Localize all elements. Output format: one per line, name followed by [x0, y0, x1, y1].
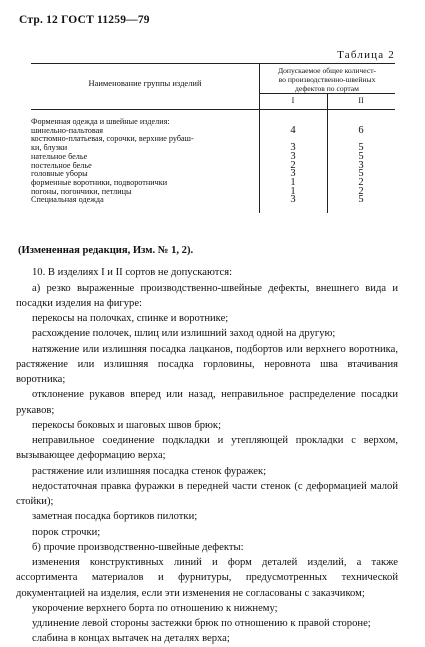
row-name: Форменная одежда и швейные изделия: — [31, 118, 170, 126]
table-row — [31, 196, 395, 205]
paragraph: 10. В изделиях I и II сортов не допускаются: — [32, 267, 233, 279]
column-header-group — [259, 66, 395, 93]
table-row — [31, 176, 395, 188]
table-row — [31, 185, 395, 197]
paragraph: б) прочие производственно-швейные дефекты: — [32, 541, 244, 553]
paragraph: слабина в концах вытачек на деталях верха; — [32, 633, 230, 645]
table-row — [31, 144, 395, 153]
row-sort-1: 1 — [290, 185, 296, 197]
table-top-rule — [31, 63, 395, 64]
row-sort-1: 2 — [290, 159, 296, 171]
table-row — [31, 170, 395, 179]
spacer — [16, 258, 398, 265]
paragraph: перекосы боковых и шаговых швов брюк; — [32, 419, 222, 431]
row-sort-2: 3 — [358, 159, 364, 171]
row-sort-1: 3 — [290, 168, 296, 180]
page-header: Стр. 12 ГОСТ 11259—79 — [19, 14, 150, 26]
paragraph: перекосы на полочках, спинке и воротнике; — [32, 313, 229, 324]
row-sort-1: 3 — [290, 194, 296, 206]
paragraph: растяжение или излишняя посадка стенок фуражек; — [32, 465, 267, 477]
row-name: ки, блузки — [31, 144, 68, 153]
table-row — [31, 135, 395, 144]
header-bottom-rule — [31, 109, 395, 110]
paragraph: порок строчки; — [32, 526, 101, 538]
row-name: костюмно-платьевая, сорочки, верхние рубаш- — [31, 135, 194, 144]
row-name: постельное белье — [31, 161, 92, 170]
row-sort-2: 5 — [358, 168, 364, 180]
document-body — [16, 243, 398, 647]
paragraph: расхождение полочек, шлиц или излишний заход одной на другую; — [32, 328, 336, 340]
paragraph: заметная посадка бортиков пилотки; — [32, 511, 198, 523]
table-row — [31, 118, 395, 127]
column-header-name: Наименование группы изделий — [88, 78, 202, 88]
paragraph: удлинение левой стороны застежки брюк по отношению к правой стороне; — [32, 618, 371, 629]
paragraph: неправильное соединение подкладки и утепляющей прокладки с верхом, вызывающее деформацию верха; — [16, 435, 398, 462]
row-sort-2: 6 — [358, 124, 364, 136]
table-row — [31, 124, 395, 136]
column-header-group-line: дефектов по сортам — [295, 84, 359, 93]
paragraph: натяжение или излишняя посадка лацканов, подбортов или верхнего воротника, растяжение или излишняя посадка горловины, неровнота шва втачивания воротника; — [16, 343, 398, 385]
row-sort-2: 5 — [358, 142, 364, 154]
column-header-sort-1: I — [291, 96, 295, 105]
table-title: Таблица 2 — [337, 49, 395, 61]
paragraph: отклонение рукавов вперед или назад, неправильное распределение посадки рукавов; — [16, 389, 398, 416]
table-row — [31, 159, 395, 171]
row-name: головные уборы — [31, 170, 88, 179]
paragraph: укорочение верхнего борта по отношению к нижнему; — [32, 602, 278, 614]
table-row — [31, 150, 395, 162]
row-sort-1: 4 — [290, 124, 296, 136]
row-sort-2: 5 — [358, 194, 364, 206]
row-sort-2: 2 — [358, 176, 364, 188]
paragraph: изменения конструктивных линий и форм деталей изделий, а также ассортимента материалов и фурнитуры, предусмотренных технической документацией на изделия, если эти изменения не согласованы с заказчиком; — [16, 557, 398, 599]
row-name: погоны, погончики, петлицы — [31, 187, 132, 196]
row-name: нательное белье — [31, 152, 88, 161]
paragraph: недостаточная правка фуражки в передней части стенок (с деформацией малой стойки); — [16, 480, 398, 507]
amendment-note: (Измененная редакция, Изм. № 1, 2). — [18, 245, 194, 256]
row-sort-1: 1 — [290, 176, 296, 188]
row-name: форменные воротники, подворотнички — [31, 178, 168, 187]
row-name: шинельно-пальтовая — [31, 126, 104, 135]
row-sort-2: 5 — [358, 150, 364, 162]
column-header-sort-2: II — [358, 96, 364, 105]
column-header-group-line: Допускаемое общее количест- — [277, 66, 377, 75]
column-header-group-line: во производственно-швейных — [278, 75, 376, 84]
row-sort-1: 3 — [290, 150, 296, 162]
row-sort-1: 3 — [290, 142, 296, 154]
row-sort-2: 2 — [358, 185, 364, 197]
paragraph: а) резко выраженные производственно-швейные дефекты, внешнего вида и посадки изделия на фигуре: — [16, 282, 398, 309]
row-name: Специальная одежда — [31, 196, 104, 205]
